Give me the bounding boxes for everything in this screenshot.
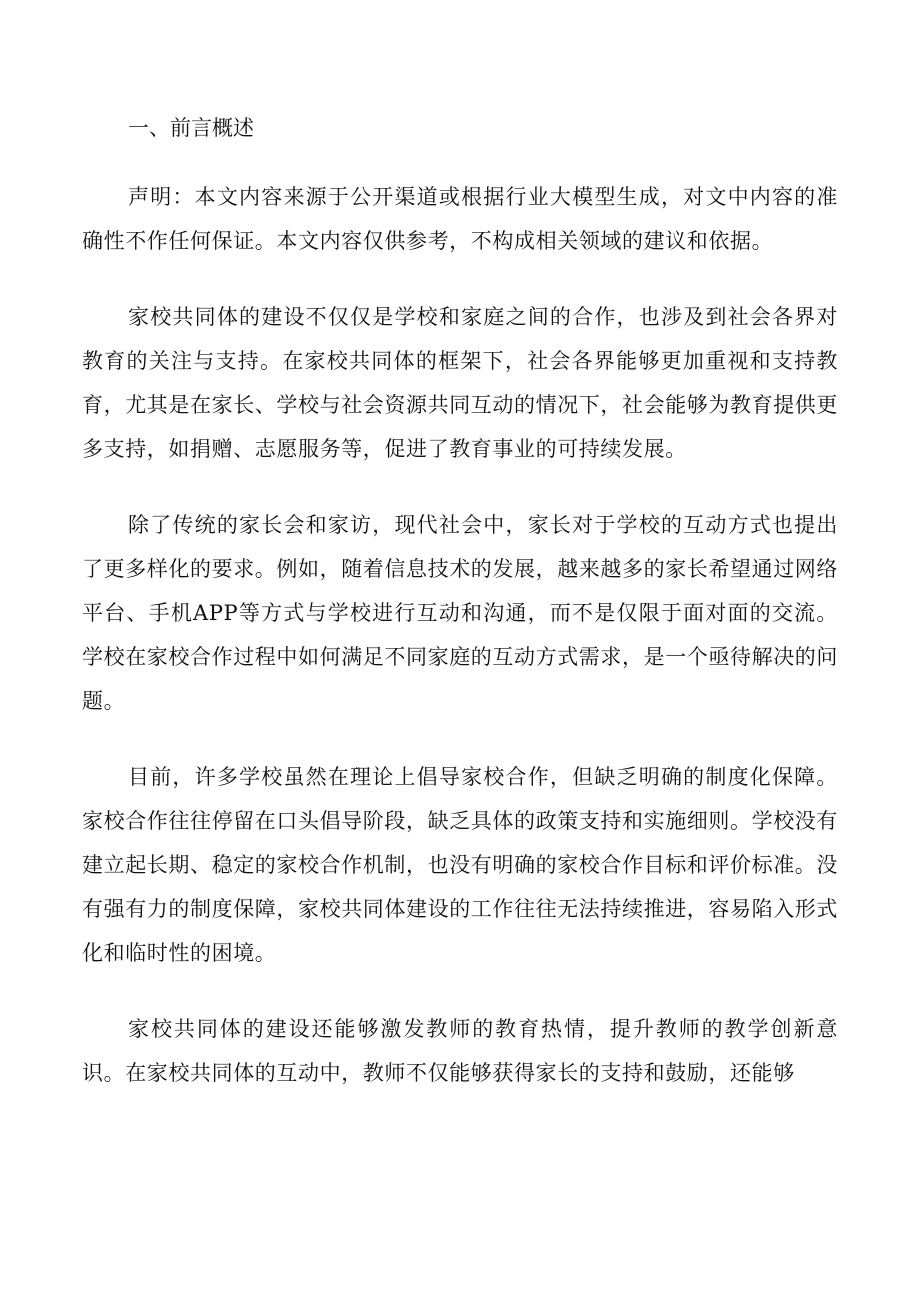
section-heading: 一、前言概述: [128, 116, 254, 140]
disclaimer-paragraph: 声明：本文内容来源于公开渠道或根据行业大模型生成，对文中内容的准确性不作任何保证。本文内容仅供参考，不构成相关领域的建议和依据。: [82, 185, 838, 253]
body-paragraph: 家校共同体的建设不仅仅是学校和家庭之间的合作，也涉及到社会各界对教育的关注与支持。在家校共同体的框架下，社会各界能够更加重视和支持教育，尤其是在家长、学校与社会资源共同互动的情况下，社会能够为教育提供更多支持，如捐赠、志愿服务等，促进了教育事业的可持续发展。: [82, 305, 838, 461]
body-paragraph: 除了传统的家长会和家访，现代社会中，家长对于学校的互动方式也提出了更多样化的要求。例如，随着信息技术的发展，越来越多的家长希望通过网络平台、手机APP等方式与学校进行互动和沟通，而不是仅限于面对面的交流。学校在家校合作过程中如何满足不同家庭的互动方式需求，是一个亟待解决的问题。: [82, 513, 838, 713]
body-paragraph: 目前，许多学校虽然在理论上倡导家校合作，但缺乏明确的制度化保障。家校合作往往停留在口头倡导阶段，缺乏具体的政策支持和实施细则。学校没有建立起长期、稳定的家校合作机制，也没有明确的家校合作目标和评价标准。没有强有力的制度保障，家校共同体建设的工作往往无法持续推进，容易陷入形式化和临时性的困境。: [82, 765, 838, 965]
document-body: [82, 108, 838, 1127]
body-paragraph: 家校共同体的建设还能够激发教师的教育热情，提升教师的教学创新意识。在家校共同体的互动中，教师不仅能够获得家长的支持和鼓励，还能够: [82, 1017, 838, 1085]
